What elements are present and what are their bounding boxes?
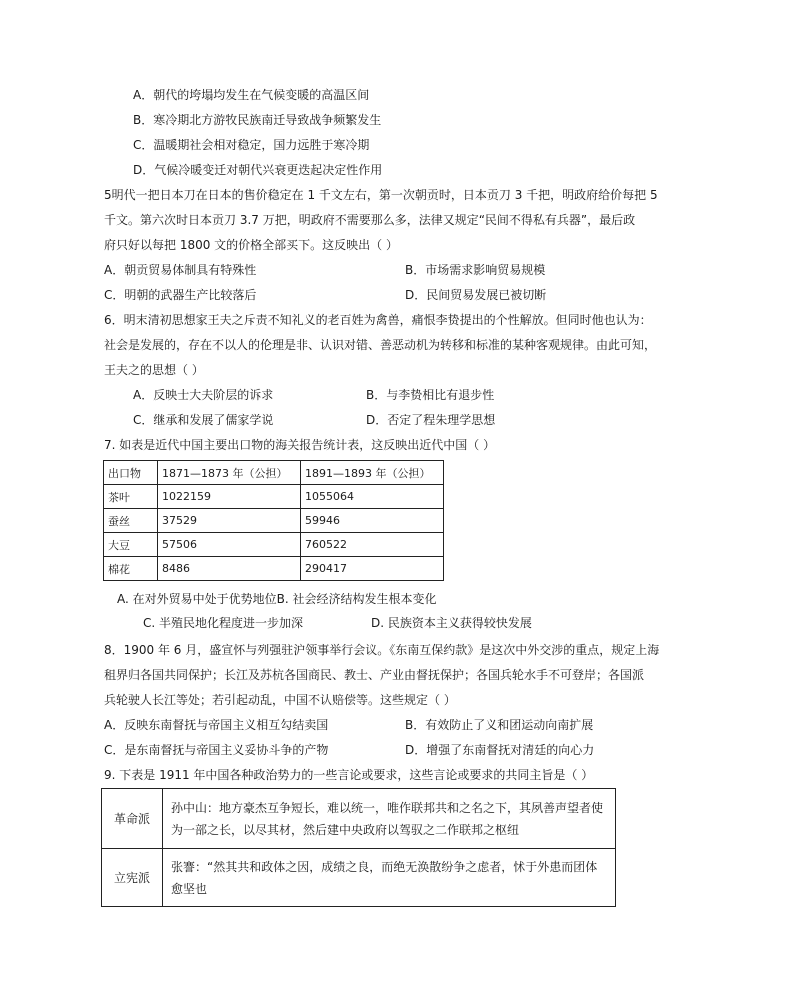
q6-option-c: C．继承和发展了儒家学说 [133,413,274,427]
q8-option-c: C．是东南督抚与帝国主义妥协斗争的产物 [104,743,329,757]
q5-option-a: A．朝贡贸易体制具有特殊性 [104,263,257,277]
q8-stem-line: 8．1900 年 6 月，盛宣怀与列强驻沪领事举行会议。《东南互保约款》是这次中外交涉的重点，规定上海 [104,643,660,657]
q7-option-d: D. 民族资本主义获得较快发展 [371,616,532,630]
q6-stem-line: 6．明末清初思想家王夫之斥责不知礼义的老百姓为禽兽，痛恨李贽提出的个性解放。但同时他也认为： [104,313,652,327]
table-row [102,789,616,849]
q5-option-d: D．民间贸易发展已被切断 [405,288,547,302]
q8-option-b: B．有效防止了义和团运动向南扩展 [405,718,594,732]
table-cell: 8486 [158,557,301,581]
q8-option-d: D．增强了东南督抚对清廷的向心力 [405,743,595,757]
q7-option-c: C. 半殖民地化程度进一步加深 [143,616,304,630]
q7-option-ab: A. 在对外贸易中处于优势地位B. 社会经济结构发生根本变化 [117,592,437,606]
table-header-cell: 1891—1893 年（公担） [301,461,444,485]
q5-stem-line: 千文。第六次时日本贡刀 3.7 万把，明政府不需要那么多，法律又规定“民间不得私有兵器”，最后政 [104,213,636,227]
q5-option-b: B．市场需求影响贸易规模 [405,263,546,277]
faction-statement: 张謇：“然其共和政体之因，成绩之良，而绝无涣散纷争之虑者，怵于外患而团体愈坚也 [163,849,616,907]
q8-stem-line: 租界归各国共同保护；长江及苏杭各国商民、教士、产业由督抚保护；各国兵轮水手不可登岸；各国派 [104,668,645,682]
q6-stem-line: 王夫之的思想（ ） [104,363,204,377]
q4-option-a: A．朝代的垮塌均发生在气候变暖的高温区间 [133,88,370,102]
q5-option-c: C．明朝的武器生产比较落后 [104,288,257,302]
faction-statement: 孙中山：地方豪杰互争短长，难以统一，唯作联邦共和之名之下，其夙善声望者使为一部之长，以尽其材，然后建中央政府以驾驭之二作联邦之枢纽 [163,789,616,849]
table-cell: 1055064 [301,485,444,509]
table-row [104,533,444,557]
q8-option-a: A．反映东南督抚与帝国主义相互勾结卖国 [104,718,329,732]
q6-option-a: A．反映士大夫阶层的诉求 [133,388,274,402]
table-cell: 760522 [301,533,444,557]
q4-option-b: B．寒冷期北方游牧民族南迁导致战争频繁发生 [133,113,382,127]
q4-option-c: C．温暖期社会相对稳定，国力远胜于寒冷期 [133,138,370,152]
table-row [102,849,616,907]
q5-stem-line: 5明代一把日本刀在日本的售价稳定在 1 千文左右，第一次朝贡时，日本贡刀 3 千把，明政府给价每把 5 [104,188,658,202]
table-cell: 57506 [158,533,301,557]
table-header-cell: 出口物 [104,461,158,485]
table-header-row [104,461,444,485]
political-views-table [101,788,616,907]
q6-option-d: D．否定了程朱理学思想 [366,413,496,427]
table-cell: 37529 [158,509,301,533]
table-cell: 大豆 [104,533,158,557]
faction-label: 立宪派 [102,849,163,907]
faction-label: 革命派 [102,789,163,849]
q6-option-b: B．与李贽相比有退步性 [366,388,495,402]
table-cell: 棉花 [104,557,158,581]
table-header-cell: 1871—1873 年（公担） [158,461,301,485]
q7-stem: 7. 如表是近代中国主要出口物的海关报告统计表，这反映出近代中国（ ） [104,438,496,452]
table-cell: 茶叶 [104,485,158,509]
table-cell: 蚕丝 [104,509,158,533]
table-row [104,485,444,509]
q4-option-d: D．气候冷暖变迁对朝代兴衰更迭起决定性作用 [133,163,383,177]
table-cell: 59946 [301,509,444,533]
q8-stem-line: 兵轮驶人长江等处；若引起动乱，中国不认赔偿等。这些规定（ ） [104,693,456,707]
table-row [104,557,444,581]
q6-stem-line: 社会是发展的，存在不以人的伦理是非、认识对错、善恶动机为转移和标准的某种客观规律。由此可知， [104,338,657,352]
export-table [103,460,444,581]
q5-stem-line: 府只好以每把 1800 文的价格全部买下。这反映出（ ） [104,238,398,252]
table-cell: 1022159 [158,485,301,509]
table-cell: 290417 [301,557,444,581]
table-row [104,509,444,533]
q9-stem: 9. 下表是 1911 年中国各种政治势力的一些言论或要求，这些言论或要求的共同主旨是（ ） [104,768,594,782]
